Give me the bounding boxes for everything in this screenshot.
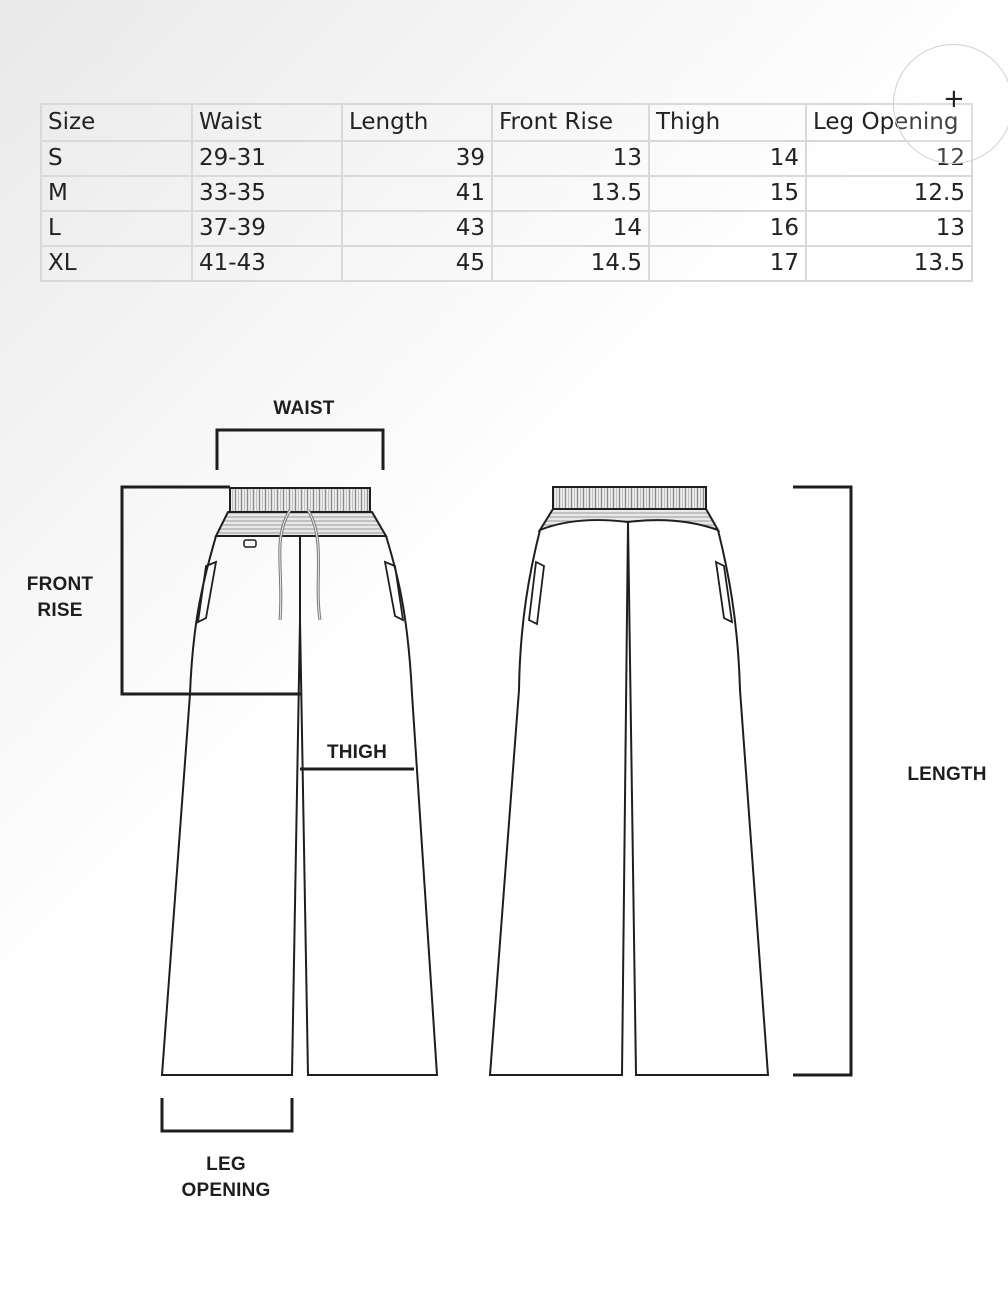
front-waistband-top xyxy=(230,488,370,512)
thigh-label: THIGH xyxy=(326,742,388,763)
button-tab xyxy=(244,540,256,547)
front-rise-cell: 14.5 xyxy=(492,246,649,281)
header-cell: Waist xyxy=(192,104,342,141)
length-cell: 41 xyxy=(342,176,492,211)
header-cell: Length xyxy=(342,104,492,141)
zoom-plus-icon: + xyxy=(943,84,965,114)
front-rise-cell: 13.5 xyxy=(492,176,649,211)
leg-opening-cell: 13.5 xyxy=(806,246,972,281)
leg-opening-bracket xyxy=(162,1098,292,1131)
back-left-leg xyxy=(490,522,628,1075)
front-waistband-lower xyxy=(216,512,386,536)
length-cell: 43 xyxy=(342,211,492,246)
thigh-cell: 14 xyxy=(649,141,806,176)
waist-cell: 37-39 xyxy=(192,211,342,246)
waist-cell: 41-43 xyxy=(192,246,342,281)
length-label: LENGTH xyxy=(907,764,987,785)
size-cell: XL xyxy=(41,246,192,281)
back-pants xyxy=(490,487,768,1075)
back-right-leg xyxy=(628,522,768,1075)
back-right-pocket xyxy=(716,562,732,622)
waist-cell: 29-31 xyxy=(192,141,342,176)
length-bracket xyxy=(793,487,851,1075)
leg-opening-label-line1: LEG xyxy=(206,1154,246,1175)
back-waistband-top xyxy=(553,487,706,509)
size-cell: S xyxy=(41,141,192,176)
header-cell: Thigh xyxy=(649,104,806,141)
front-rise-cell: 13 xyxy=(492,141,649,176)
leg-opening-cell: 12 xyxy=(806,141,972,176)
leg-opening-cell: 12.5 xyxy=(806,176,972,211)
front-rise-cell: 14 xyxy=(492,211,649,246)
length-cell: 45 xyxy=(342,246,492,281)
front-pants xyxy=(162,488,437,1075)
front-rise-label-line2: RISE xyxy=(37,600,83,621)
length-cell: 39 xyxy=(342,141,492,176)
header-cell: Size xyxy=(41,104,192,141)
waist-bracket xyxy=(217,430,383,470)
front-rise-label-line1: FRONT xyxy=(26,574,94,595)
thigh-cell: 15 xyxy=(649,176,806,211)
size-cell: L xyxy=(41,211,192,246)
size-cell: M xyxy=(41,176,192,211)
leg-opening-label-line2: OPENING xyxy=(181,1180,271,1201)
waist-cell: 33-35 xyxy=(192,176,342,211)
waist-label: WAIST xyxy=(273,398,335,419)
thigh-cell: 17 xyxy=(649,246,806,281)
leg-opening-cell: 13 xyxy=(806,211,972,246)
thigh-cell: 16 xyxy=(649,211,806,246)
header-cell: Front Rise xyxy=(492,104,649,141)
header-cell: Leg Opening xyxy=(806,104,972,141)
